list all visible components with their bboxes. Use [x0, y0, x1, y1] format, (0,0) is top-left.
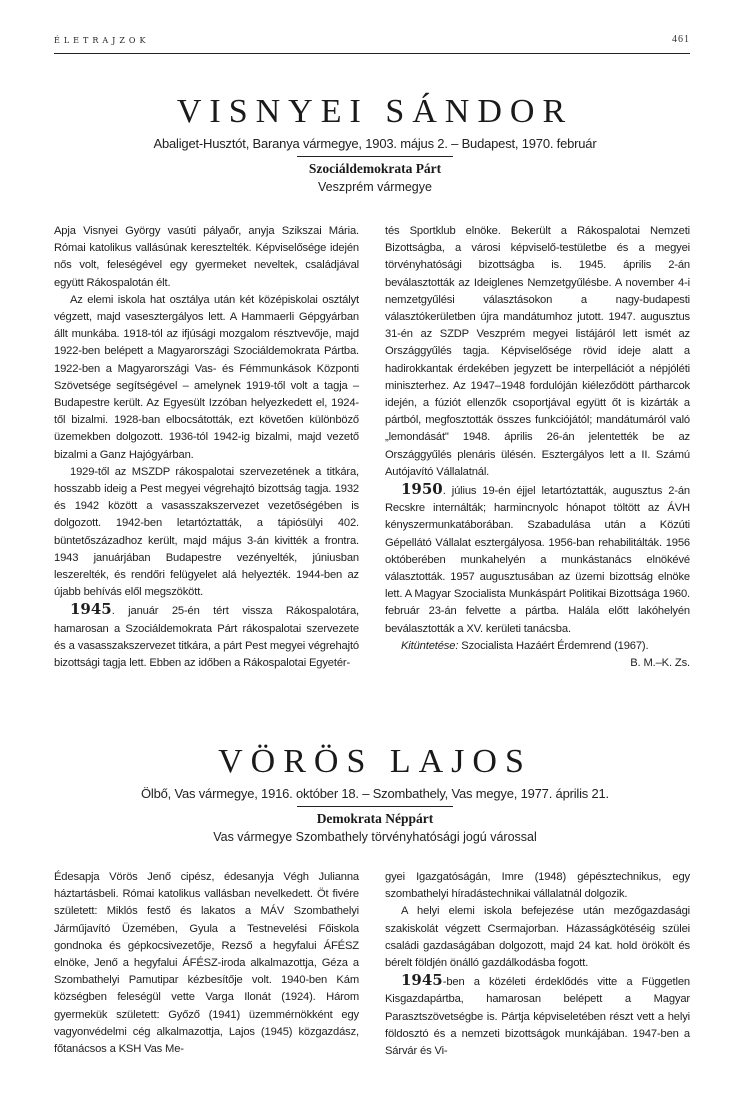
- entry-party: Demokrata Néppárt: [316, 811, 434, 826]
- entry2-left-column: [54, 869, 359, 1058]
- entry2-right-column: [385, 869, 690, 1060]
- entry-name: VISNYEI SÁNDOR: [176, 93, 574, 130]
- heading-divider: [297, 806, 453, 807]
- paragraph: Édesapja Vörös Jenő cipész, édesanyja Végh Julianna háztartásbeli. Római katolikus vallásban nevelkedett. Öt fivére született: Miklós festő és lakatos a MÁV Szombathelyi Járműjavító Üzemében, Gyula a Testnevelési Főiskola gondnoka és gépkocsivezetője, Rezső a hegyfalui ÁFÉSZ elnöke, Jenő a hegyfalui ÁFÉSZ-iroda alkalmazottja, Géza a Szombathelyi Pamutipar kézbesítője volt. 1940-ben Kám községben feleségül vette Varga Ilonát (1924). Három gyermekük született: Győző (1941) üzemmérnökként egy vagyonvédelmi cég alkalmazottja, Lajos (1945) közgazdász, főtanácsos a KSH Vas Me-: [54, 871, 359, 1056]
- entry1-left-column: [54, 223, 359, 672]
- year-paragraph: [54, 601, 359, 672]
- entry-name: VÖRÖS LAJOS: [218, 743, 532, 780]
- year-marker: 1945: [70, 600, 112, 619]
- paragraph-text: -ben a közéleti érdeklődés vitte a Független Kisgazdapártba, hamarosan belépett a Magyar Parasztszövetségbe is. Pártja képviseletében részt vett a helyi földosztó és a nemzeti bizottságok munkájában. 1947-ben a Sárvár és Vi-: [385, 976, 690, 1058]
- entry-party: Szociáldemokrata Párt: [308, 161, 442, 176]
- running-head: [54, 36, 690, 52]
- header-rule: [54, 53, 690, 54]
- entry-dates: Abaliget-Husztót, Baranya vármegye, 1903. május 2. – Budapest, 1970. február: [153, 136, 597, 151]
- paragraph: Apja Visnyei György vasúti pályaőr, anyja Szikszai Mária. Római katolikus vallásúnak keresztelték. Képviselősége idején nős volt, feleségével egy gyermeket neveltek, családjával együtt Rákospalotán élt.: [54, 225, 359, 289]
- year-paragraph: [385, 481, 690, 638]
- paragraph: tés Sportklub elnöke. Bekerült a Rákospalotai Nemzeti Bizottságba, a városi képviselő-testületbe és a megyei törvényhatósági bizottságba is. 1945. április 2-án beválasztották az Ideiglenes Nemzetgyűlésbe. A november 4-i nemzetgyűlési választásokon a nagy-budapesti választókerületben újra mandátumhoz jutott. 1947. augusztus 31-én az SZDP Veszprém megyei listájáról lett ismét az Országgyűlés tagja. Képviselősége rövid ideje alatt a hadirokkantak érdekében jegyzett be interpellációt a népjóléti miniszterhez. Az 1947–1948 fordulóján kiéleződött pártharcok idején, a fúziót ellenzők csoportjával együtt őt is kizárták a pártból, megfosztották összes funkciójától; mandátumáról való „lemondását" 1948. április 26-án jelentették be az Országgyűlés plenáris ülésén. Esztergályos lett a II. Számú Autójavító Vállalatnál.: [385, 225, 690, 478]
- paragraph-text: . január 25-én tért vissza Rákospalotára, hamarosan a Szociáldemokrata Párt rákospalotai szervezete és a vasasszakszervezet titkára, a párt Pest megyei végrehajtó bizottsági tagja lett. Ebben az időben a Rákospalotai Egyetér-: [54, 605, 359, 670]
- paragraph: Az elemi iskola hat osztálya után két középiskolai osztályt végzett, majd vasesztergályos lett. A Hammaerli Gépgyárban állt munkába. 1918-tól az ifjúsági mozgalom résztvevője, majd 1922-ben belépett a Magyarországi Szociáldemokrata Pártba. 1922-ben a Magyarországi Vas- és Fémmunkások Központi Szövetsége segítségével – amelynek 1919-től volt a tagja – Budapestre került. Az Egyesült Izzóban helyezkedett el, 1924-től bizalmi. 1928-ban elbocsátották, ezt követően különböző üzemekben dolgozott. 1936-tól 1942-ig bizalmi, majd vezető bizalmi a Ganz Hajógyárban.: [54, 293, 359, 461]
- heading-divider: [297, 156, 453, 157]
- page-number: 461: [672, 34, 690, 45]
- entry1-right-column: [385, 223, 690, 672]
- award-label: Kitüntetése:: [401, 639, 459, 652]
- author-signature: B. M.–K. Zs.: [630, 657, 690, 670]
- year-paragraph: [385, 972, 690, 1060]
- entry-heading-voros: [0, 742, 750, 844]
- paragraph-text: . július 19-én éjjel letartóztatták, augusztus 2-án Recskre internálták; harmincnyolc hónapot töltött az ÁVH kényszermunkatáborában. Szabadulása után a Közúti Gépellátó Vállalat esztergályosa. 1956-ban rehabilitálták. 1956 októberében munkahelyén a munkástanács elnökévé választották. 1957 augusztusában az üzemi bizottság elnöke lett. A Magyar Szocialista Munkáspárt Politikai Bizottsága 1960. február 23-án felvette a pártba. Halála előtt lakóhelyén beválasztották a XV. kerületi tanácsba.: [385, 485, 690, 635]
- entry-constituency: Veszprém vármegye: [318, 180, 432, 194]
- entry-dates: Ölbő, Vas vármegye, 1916. október 18. – Szombathely, Vas megye, 1977. április 21.: [141, 786, 609, 801]
- paragraph: A helyi elemi iskola befejezése után mezőgazdasági szakiskolát végzett Csermajorban. Házasságkötéséig szülei családi gazdaságában dolgozott, majd 24 kat. hold örökölt és bérelt földjén önálló gazdálkodásba fogott.: [385, 905, 690, 970]
- paragraph: 1929-től az MSZDP rákospalotai szervezetének a titkára, hosszabb ideig a Pest megyei végrehajtó bizottság tagja. 1932 és 1942 között a vasasszakszervezet vezetőségében is dolgozott. 1942-ben letartóztatták, a tápiósülyi 402. büntetőszázadhoz került, majd május 3-án kivitték a frontra. 1943 januárjában Budapestre vezényelték, júniusban leszerelték, és rendőri felügyelet alá helyezték. 1944-ben az újabb behívás elől megszökött.: [54, 465, 359, 599]
- paragraph: gyei Igazgatóságán, Imre (1948) gépésztechnikus, egy szombathelyi híradástechnikai vállalatnál dolgozik.: [385, 871, 690, 901]
- award-text: Szocialista Hazáért Érdemrend (1967).: [458, 639, 649, 652]
- year-marker: 1950: [401, 480, 443, 499]
- section-title: ÉLETRAJZOK: [54, 36, 150, 45]
- entry-constituency: Vas vármegye Szombathely törvényhatósági jogú várossal: [213, 830, 537, 844]
- year-marker: 1945: [401, 971, 443, 990]
- award-paragraph: [385, 638, 690, 655]
- entry-heading-visnyei: [0, 92, 750, 194]
